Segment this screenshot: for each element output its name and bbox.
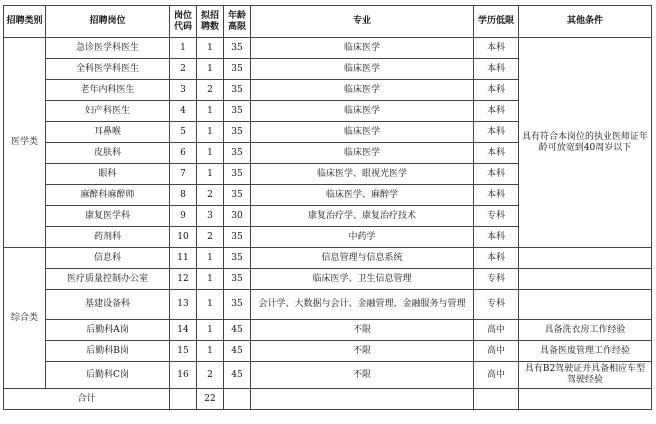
count-cell: 1	[197, 320, 224, 341]
count-cell: 1	[197, 101, 224, 122]
code-cell: 9	[170, 206, 197, 227]
age-cell: 35	[224, 227, 251, 248]
position-cell: 药剂科	[46, 227, 170, 248]
table-row	[4, 38, 652, 59]
code-cell: 4	[170, 101, 197, 122]
degree-cell: 本科	[474, 143, 519, 164]
code-cell: 16	[170, 362, 197, 389]
code-cell: 15	[170, 341, 197, 362]
other-cell: 具备洗衣房工作经验	[519, 320, 652, 341]
code-cell: 2	[170, 59, 197, 80]
major-cell: 临床医学、麻醉学	[251, 185, 474, 206]
total-count: 22	[197, 389, 224, 410]
age-cell: 35	[224, 290, 251, 320]
position-cell: 康复医学科	[46, 206, 170, 227]
age-cell: 35	[224, 269, 251, 290]
position-cell: 基建设备科	[46, 290, 170, 320]
table-row	[4, 362, 652, 389]
degree-cell: 本科	[474, 122, 519, 143]
major-cell: 不限	[251, 362, 474, 389]
header-age: 年龄高限	[224, 6, 251, 38]
empty-cell	[519, 389, 652, 410]
code-cell: 12	[170, 269, 197, 290]
count-cell: 1	[197, 164, 224, 185]
position-cell: 麻醉科麻醉师	[46, 185, 170, 206]
table-row	[4, 320, 652, 341]
position-cell: 急诊医学科医生	[46, 38, 170, 59]
major-cell: 临床医学	[251, 122, 474, 143]
table-row	[4, 269, 652, 290]
age-cell: 35	[224, 80, 251, 101]
count-cell: 1	[197, 290, 224, 320]
code-cell: 10	[170, 227, 197, 248]
table-row	[4, 290, 652, 320]
category-cell: 医学类	[4, 38, 46, 248]
header-count: 拟招聘数	[197, 6, 224, 38]
major-cell: 会计学、大数据与会计、金融管理、金融服务与管理	[251, 290, 474, 320]
code-cell: 14	[170, 320, 197, 341]
position-cell: 眼科	[46, 164, 170, 185]
total-label: 合计	[4, 389, 170, 410]
position-cell: 后勤科C岗	[46, 362, 170, 389]
age-cell: 35	[224, 143, 251, 164]
empty-cell	[224, 389, 251, 410]
code-cell: 3	[170, 80, 197, 101]
major-cell: 不限	[251, 341, 474, 362]
age-cell: 35	[224, 38, 251, 59]
other-cell: 具备医废管理工作经验	[519, 341, 652, 362]
degree-cell: 高中	[474, 320, 519, 341]
header-code: 岗位代码	[170, 6, 197, 38]
degree-cell: 本科	[474, 80, 519, 101]
code-cell: 1	[170, 38, 197, 59]
other-cell	[519, 248, 652, 269]
other-cell: 具有B2驾驶证并具备相应车型驾驶经验	[519, 362, 652, 389]
code-cell: 8	[170, 185, 197, 206]
total-row	[4, 389, 652, 410]
table-row	[4, 248, 652, 269]
empty-cell	[251, 389, 474, 410]
age-cell: 35	[224, 248, 251, 269]
code-cell: 11	[170, 248, 197, 269]
major-cell: 信息管理与信息系统	[251, 248, 474, 269]
table-row	[4, 341, 652, 362]
position-cell: 医疗质量控制办公室	[46, 269, 170, 290]
degree-cell: 本科	[474, 101, 519, 122]
age-cell: 35	[224, 101, 251, 122]
empty-cell	[170, 389, 197, 410]
count-cell: 1	[197, 122, 224, 143]
age-cell: 45	[224, 341, 251, 362]
major-cell: 临床医学、眼视光医学	[251, 164, 474, 185]
degree-cell: 专科	[474, 290, 519, 320]
major-cell: 不限	[251, 320, 474, 341]
major-cell: 临床医学	[251, 80, 474, 101]
major-cell: 临床医学、卫生信息管理	[251, 269, 474, 290]
other-cell	[519, 290, 652, 320]
count-cell: 1	[197, 59, 224, 80]
major-cell: 临床医学	[251, 59, 474, 80]
position-cell: 后勤科B岗	[46, 341, 170, 362]
age-cell: 30	[224, 206, 251, 227]
age-cell: 35	[224, 122, 251, 143]
count-cell: 2	[197, 362, 224, 389]
header-major: 专业	[251, 6, 474, 38]
count-cell: 2	[197, 227, 224, 248]
position-cell: 全科医学科医生	[46, 59, 170, 80]
count-cell: 1	[197, 341, 224, 362]
count-cell: 1	[197, 248, 224, 269]
code-cell: 6	[170, 143, 197, 164]
position-cell: 信息科	[46, 248, 170, 269]
degree-cell: 本科	[474, 38, 519, 59]
degree-cell: 本科	[474, 248, 519, 269]
age-cell: 45	[224, 320, 251, 341]
degree-cell: 高中	[474, 341, 519, 362]
header-degree: 学历低限	[474, 6, 519, 38]
degree-cell: 本科	[474, 59, 519, 80]
count-cell: 3	[197, 206, 224, 227]
header-category: 招聘类别	[4, 6, 46, 38]
count-cell: 2	[197, 80, 224, 101]
position-cell: 后勤科A岗	[46, 320, 170, 341]
header-row	[4, 6, 652, 38]
other-cell: 具有符合本岗位的执业医师证年龄可放宽到40周岁以下	[519, 38, 652, 248]
empty-cell	[474, 389, 519, 410]
count-cell: 2	[197, 185, 224, 206]
major-cell: 临床医学	[251, 101, 474, 122]
code-cell: 7	[170, 164, 197, 185]
age-cell: 35	[224, 185, 251, 206]
position-cell: 皮肤科	[46, 143, 170, 164]
age-cell: 35	[224, 164, 251, 185]
position-cell: 老年内科医生	[46, 80, 170, 101]
age-cell: 45	[224, 362, 251, 389]
count-cell: 1	[197, 143, 224, 164]
count-cell: 1	[197, 38, 224, 59]
degree-cell: 专科	[474, 206, 519, 227]
degree-cell: 本科	[474, 185, 519, 206]
degree-cell: 专科	[474, 269, 519, 290]
degree-cell: 高中	[474, 362, 519, 389]
header-position: 招聘岗位	[46, 6, 170, 38]
category-cell: 综合类	[4, 248, 46, 389]
major-cell: 临床医学	[251, 38, 474, 59]
code-cell: 13	[170, 290, 197, 320]
major-cell: 临床医学	[251, 143, 474, 164]
degree-cell: 本科	[474, 164, 519, 185]
code-cell: 5	[170, 122, 197, 143]
other-cell	[519, 269, 652, 290]
major-cell: 康复治疗学、康复治疗技术	[251, 206, 474, 227]
header-other: 其他条件	[519, 6, 652, 38]
major-cell: 中药学	[251, 227, 474, 248]
degree-cell: 本科	[474, 227, 519, 248]
age-cell: 35	[224, 59, 251, 80]
position-cell: 妇产科医生	[46, 101, 170, 122]
recruitment-table	[3, 5, 652, 410]
position-cell: 耳鼻喉	[46, 122, 170, 143]
count-cell: 1	[197, 269, 224, 290]
